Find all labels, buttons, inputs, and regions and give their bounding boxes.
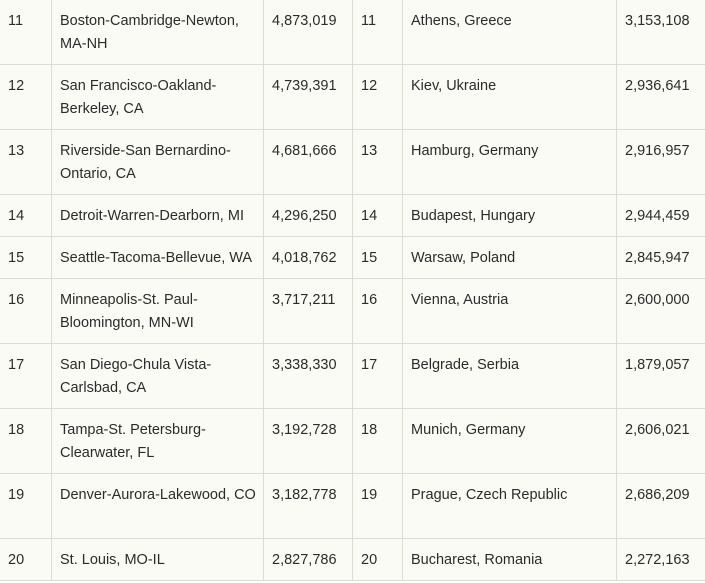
us-rank-cell: 12 [0, 65, 52, 130]
table-row [0, 65, 705, 130]
us-metro-cell: Minneapolis-St. Paul-Bloomington, MN-WI [52, 279, 264, 344]
eu-population-cell: 2,606,021 [617, 409, 705, 474]
us-population-cell: 3,182,778 [264, 474, 353, 539]
eu-population-cell: 2,686,209 [617, 474, 705, 539]
us-population-cell: 2,827,786 [264, 539, 353, 581]
us-rank-cell: 16 [0, 279, 52, 344]
eu-rank-cell: 13 [353, 130, 403, 195]
eu-city-cell: Warsaw, Poland [403, 237, 617, 279]
eu-city-cell: Hamburg, Germany [403, 130, 617, 195]
eu-rank-cell: 20 [353, 539, 403, 581]
us-rank-cell: 20 [0, 539, 52, 581]
eu-rank-cell: 14 [353, 195, 403, 237]
table-row [0, 279, 705, 344]
eu-rank-cell: 18 [353, 409, 403, 474]
eu-population-cell: 1,879,057 [617, 344, 705, 409]
us-metro-cell: San Diego-Chula Vista-Carlsbad, CA [52, 344, 264, 409]
us-metro-cell: St. Louis, MO-IL [52, 539, 264, 581]
us-population-cell: 4,681,666 [264, 130, 353, 195]
us-rank-cell: 18 [0, 409, 52, 474]
us-rank-cell: 11 [0, 0, 52, 65]
eu-population-cell: 2,944,459 [617, 195, 705, 237]
us-metro-cell: Boston-Cambridge-Newton, MA-NH [52, 0, 264, 65]
table-row [0, 409, 705, 474]
eu-city-cell: Munich, Germany [403, 409, 617, 474]
eu-city-cell: Athens, Greece [403, 0, 617, 65]
us-rank-cell: 17 [0, 344, 52, 409]
us-metro-cell: Detroit-Warren-Dearborn, MI [52, 195, 264, 237]
eu-rank-cell: 16 [353, 279, 403, 344]
eu-population-cell: 2,845,947 [617, 237, 705, 279]
us-rank-cell: 15 [0, 237, 52, 279]
us-population-cell: 3,717,211 [264, 279, 353, 344]
table-row [0, 0, 705, 65]
us-metro-cell: San Francisco-Oakland-Berkeley, CA [52, 65, 264, 130]
eu-city-cell: Belgrade, Serbia [403, 344, 617, 409]
eu-city-cell: Bucharest, Romania [403, 539, 617, 581]
table-row [0, 344, 705, 409]
table-row [0, 539, 705, 581]
eu-population-cell: 2,936,641 [617, 65, 705, 130]
us-population-cell: 3,338,330 [264, 344, 353, 409]
us-population-cell: 4,296,250 [264, 195, 353, 237]
table-row [0, 195, 705, 237]
us-population-cell: 4,018,762 [264, 237, 353, 279]
eu-rank-cell: 12 [353, 65, 403, 130]
eu-city-cell: Kiev, Ukraine [403, 65, 617, 130]
eu-population-cell: 3,153,108 [617, 0, 705, 65]
us-rank-cell: 19 [0, 474, 52, 539]
table-row [0, 130, 705, 195]
us-population-cell: 3,192,728 [264, 409, 353, 474]
us-metro-cell: Riverside-San Bernardino-Ontario, CA [52, 130, 264, 195]
eu-rank-cell: 15 [353, 237, 403, 279]
eu-city-cell: Vienna, Austria [403, 279, 617, 344]
us-rank-cell: 13 [0, 130, 52, 195]
eu-population-cell: 2,916,957 [617, 130, 705, 195]
us-population-cell: 4,873,019 [264, 0, 353, 65]
eu-city-cell: Prague, Czech Republic [403, 474, 617, 539]
eu-rank-cell: 19 [353, 474, 403, 539]
eu-rank-cell: 11 [353, 0, 403, 65]
us-rank-cell: 14 [0, 195, 52, 237]
table-row [0, 474, 705, 539]
eu-population-cell: 2,272,163 [617, 539, 705, 581]
eu-population-cell: 2,600,000 [617, 279, 705, 344]
eu-city-cell: Budapest, Hungary [403, 195, 617, 237]
us-population-cell: 4,739,391 [264, 65, 353, 130]
us-metro-cell: Tampa-St. Petersburg-Clearwater, FL [52, 409, 264, 474]
us-metro-cell: Denver-Aurora-Lakewood, CO [52, 474, 264, 539]
table-row [0, 237, 705, 279]
us-metro-cell: Seattle-Tacoma-Bellevue, WA [52, 237, 264, 279]
eu-rank-cell: 17 [353, 344, 403, 409]
